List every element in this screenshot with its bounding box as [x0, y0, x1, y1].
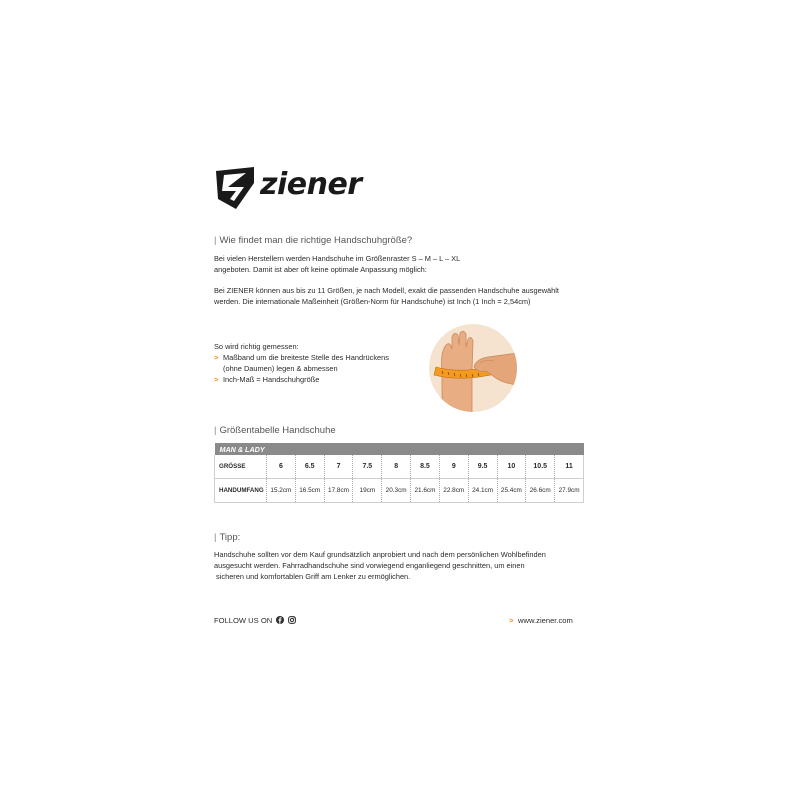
measure-bullet-1: > Maßband um die breiteste Stelle des Handrückens [214, 353, 389, 362]
measure-title: So wird richtig gemessen: [214, 342, 299, 351]
size-table-group-label: MAN & LADY [215, 443, 584, 455]
circumference-cell: 17.8cm [324, 479, 353, 503]
circumference-cell: 25.4cm [497, 479, 526, 503]
section-heading-how: | Wie findet man die richtige Handschuhgröße? [214, 235, 413, 246]
size-cell: 6.5 [295, 455, 324, 479]
circumference-cell: 21.6cm [411, 479, 440, 503]
size-cell: 8 [382, 455, 411, 479]
ziener-logo-icon [214, 165, 256, 211]
arrow-icon: > [214, 375, 219, 384]
facebook-icon[interactable] [276, 616, 284, 626]
circumference-cell: 26.6cm [526, 479, 555, 503]
circumference-cell: 16.5cm [295, 479, 324, 503]
size-cell: 11 [555, 455, 584, 479]
size-cell: 9 [439, 455, 468, 479]
brand-logo [214, 165, 404, 211]
arrow-icon: > [509, 616, 514, 625]
measure-bullet-1-cont: (ohne Daumen) legen & abmessen [223, 364, 338, 373]
circumference-cell: 15.2cm [267, 479, 296, 503]
size-cell: 7.5 [353, 455, 382, 479]
instagram-icon[interactable] [288, 616, 296, 626]
size-cell: 9.5 [468, 455, 497, 479]
measure-bullet-2: > Inch-Maß = Handschuhgröße [214, 375, 320, 384]
size-cell: 10.5 [526, 455, 555, 479]
size-row-label: GRÖSSE [215, 455, 267, 479]
size-cell: 10 [497, 455, 526, 479]
follow-us [214, 616, 296, 626]
intro-paragraph-1: Bei vielen Herstellern werden Handschuhe im Größenraster S – M – L – XL angeboten. Damit ist aber oft keine optimale Anpassung möglich: [214, 254, 461, 274]
size-cell: 7 [324, 455, 353, 479]
circumference-cell: 22.8cm [439, 479, 468, 503]
measure-instructions [214, 341, 389, 385]
intro-paragraph-2: Bei ZIENER können aus bis zu 11 Größen, je nach Modell, exakt die passenden Handschuhe ausgewählt werden. Die internationale Maßeinheit (Größen-Norm für Handschuhe) ist Inch (1 Inch = 2,54cm) [214, 286, 559, 306]
size-cell: 6 [267, 455, 296, 479]
size-table-group-row [215, 443, 584, 455]
section-heading-size-table: | Größentabelle Handschuhe [214, 425, 336, 436]
circumference-cell: 24.1cm [468, 479, 497, 503]
size-table [214, 443, 584, 503]
tip-paragraph: Handschuhe sollten vor dem Kauf grundsätzlich anprobiert und nach dem persönlichen Wohlbefinden ausgesucht werden. Fahrradhandschuhe sind vorwiegend enganliegend geschnitten, um einen sicheren und komfortablen Griff am Lenker zu ermöglichen. [214, 550, 546, 581]
size-cell: 8.5 [411, 455, 440, 479]
hand-measure-image [428, 323, 518, 413]
circumference-cell: 20.3cm [382, 479, 411, 503]
website-link[interactable] [509, 616, 573, 625]
section-heading-tip: | Tipp: [214, 532, 241, 543]
circumference-cell: 27.9cm [555, 479, 584, 503]
table-row-sizes [215, 455, 584, 479]
table-row-circumference [215, 479, 584, 503]
circumference-cell: 19cm [353, 479, 382, 503]
website-url[interactable]: www.ziener.com [518, 616, 573, 625]
brand-name: ziener [260, 167, 362, 202]
follow-us-label: FOLLOW US ON [214, 616, 273, 625]
circumference-row-label: HANDUMFANG [215, 479, 267, 503]
arrow-icon: > [214, 353, 219, 362]
